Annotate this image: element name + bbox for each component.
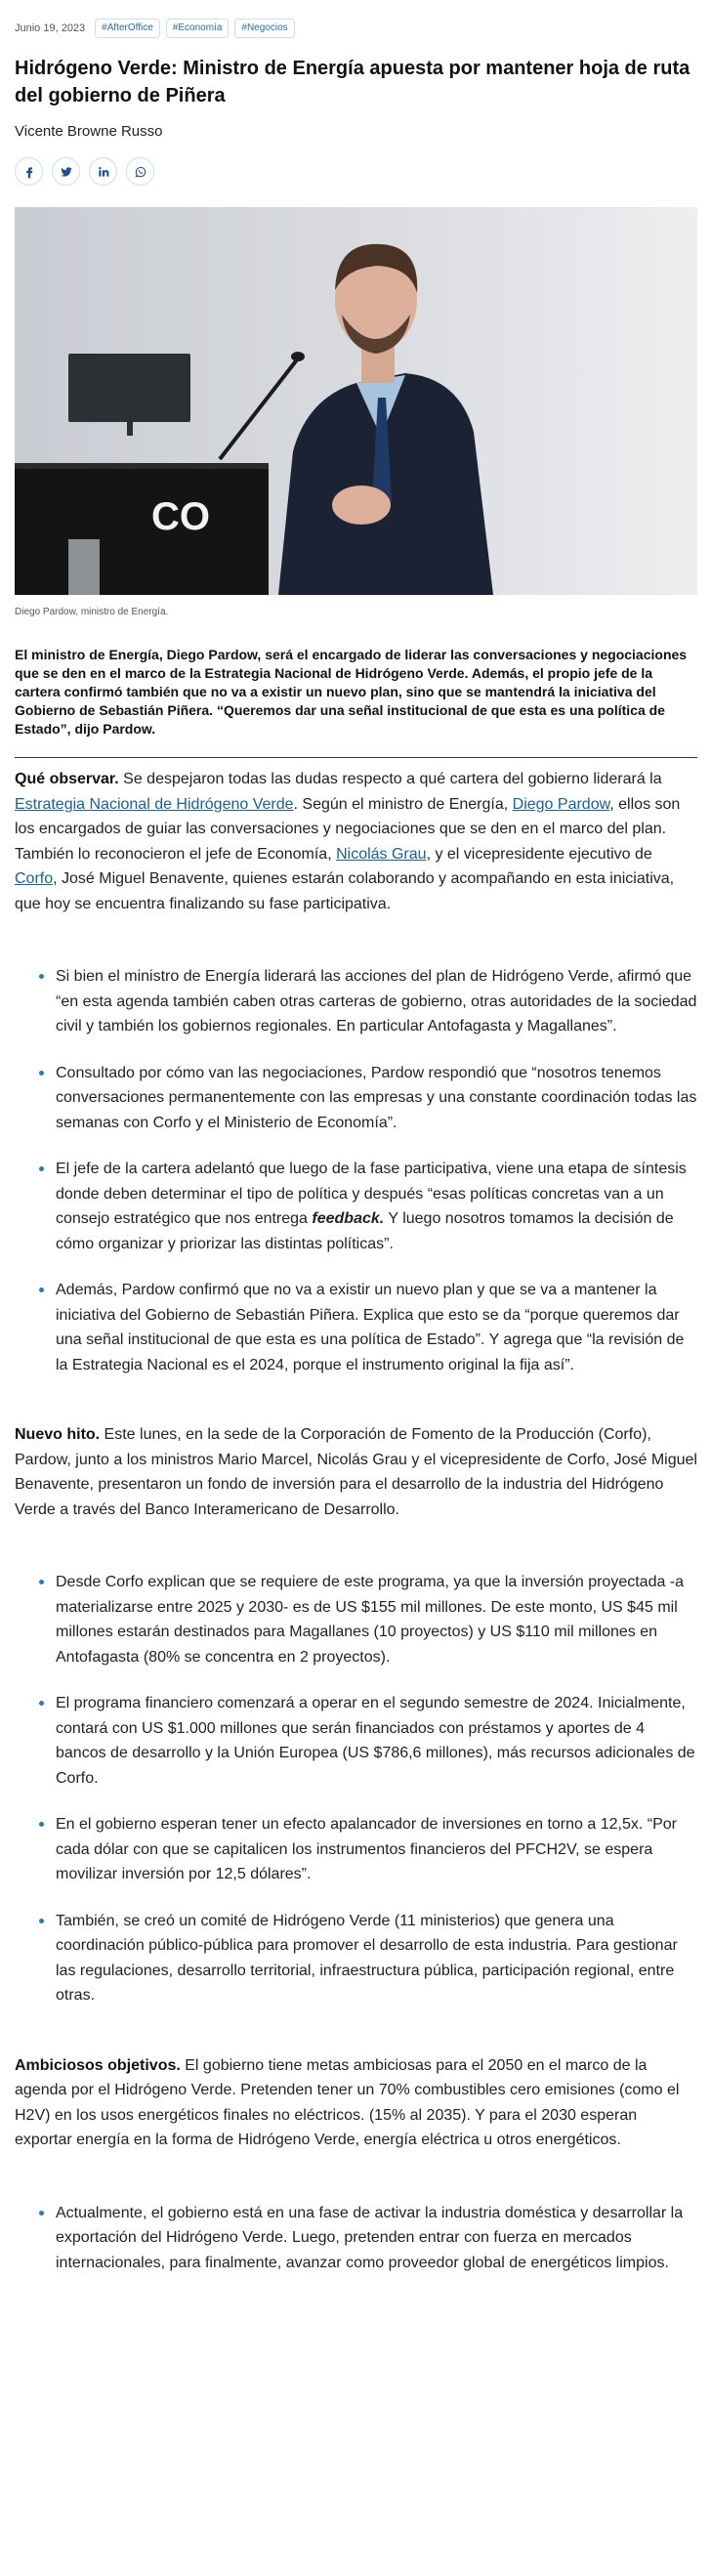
link-nicolas-grau[interactable]: Nicolás Grau (336, 845, 427, 863)
list-item-text: Y luego nosotros tomamos la decisión de cómo organizar y priorizar las distintas políticas”. (56, 1210, 674, 1252)
article-author[interactable]: Vicente Browne Russo (15, 123, 163, 140)
paragraph-text: Se despejaron todas las dudas respecto a qué cartera del gobierno liderará la (118, 771, 662, 787)
tag-negocios[interactable]: #Negocios (234, 19, 294, 38)
list-item-emphasis: feedback. (312, 1210, 385, 1227)
lectern-sign-text: CO (151, 495, 210, 538)
share-buttons (15, 157, 697, 186)
list-item: En el gobierno esperan tener un efecto apalancador de inversiones en torno a 12,5x. “Por cada dólar con que se capitalicen los instrumentos financieros del PFCH2V, se espera movilizar inversión por 12,5 dólares”. (39, 1812, 697, 1887)
paragraph-text: , y el vicepresidente ejecutivo de (426, 845, 652, 863)
link-estrategia-nacional[interactable]: Estrategia Nacional de Hidrógeno Verde (15, 795, 294, 813)
article-lede: El ministro de Energía, Diego Pardow, será el encargado de liderar las conversaciones y negociaciones que se den en el marco de la Estrategia Nacional de Hidrógeno Verde. Además, el propio jefe de la cartera confirmó también que no va a existir un nuevo plan, sino que se mantendrá la iniciativa del Gobierno de Sebastián Piñera. “Queremos dar una señal institucional de que esta es una política de Estado”, dijo Pardow. (15, 647, 688, 737)
list-item: También, se creó un comité de Hidrógeno Verde (11 ministerios) que genera una coordinación público-pública para promover el desarrollo de esta industria. Para gestionar las regulaciones, desarrollo territorial, infraestructura pública, participación regional, entre otras. (39, 1909, 697, 2008)
share-whatsapp-button[interactable] (126, 157, 154, 186)
share-linkedin-button[interactable] (89, 157, 117, 186)
section-lead: Ambiciosos objetivos. (15, 2056, 181, 2074)
publish-date: Junio 19, 2023 (15, 22, 86, 34)
article-photo (15, 207, 697, 595)
twitter-icon (60, 165, 73, 179)
tag-afteroffice[interactable]: #AfterOffice (95, 19, 160, 38)
linkedin-icon (97, 165, 110, 179)
paragraph-text: Este lunes, en la sede de la Corporación de Fomento de la Producción (Corfo), Pardow, junto a los ministros Mario Marcel, Nicolás Grau y el vicepresidente de Corfo, José Miguel Benavente, presentaron un fondo de inversión para el desarrollo de la industria del Hidrógeno Verde a través del Banco Interamericano de Desarrollo. (15, 1426, 697, 1518)
paragraph-text: , ellos son los encargados de guiar las conversaciones y negociaciones que se den en el marco del plan. También lo reconocieron el jefe de Economía, (15, 795, 681, 863)
share-facebook-button[interactable] (15, 157, 43, 186)
list-item: Además, Pardow confirmó que no va a existir un nuevo plan y que se va a mantener la iniciativa del Gobierno de Sebastián Piñera. Explica que esto se da “porque queremos dar una señal institucional de que esta es una política de Estado”. Y agrega que “la revisión de la Estrategia Nacional es el 2024, porque el instrumento original la fija así”. (39, 1278, 697, 1377)
list-item (39, 1157, 697, 1256)
bullet-list-2 (15, 1570, 697, 2008)
paragraph-text: , José Miguel Benavente, quienes estarán colaborando y acompañando en esta iniciativa, que hoy se encuentra finalizando su fase participativa. (15, 870, 675, 912)
section-que-observar (15, 767, 697, 916)
list-item: Si bien el ministro de Energía liderará las acciones del plan de Hidrógeno Verde, afirmó que “en esta agenda también caben otras carteras de gobierno, otras autoridades de la sociedad civil y también los gobiernos regionales. En particular Antofagasta y Magallanes”. (39, 964, 697, 1039)
facebook-icon (22, 165, 36, 179)
list-item: Desde Corfo explican que se requiere de este programa, ya que la inversión proyectada -a materializarse entre 2025 y 2030- es de US $155 mil millones. De este monto, US $45 mil millones estarán destinados para Magallanes (10 proyectos) y US $110 mil millones en Antofagasta (80% se concentra en 2 proyectos). (39, 1570, 697, 1669)
article-title: Hidrógeno Verde: Ministro de Energía apuesta por mantener hoja de ruta del gobierno de Piñera (15, 58, 690, 106)
list-item: Consultado por cómo van las negociaciones, Pardow respondió que “nosotros tenemos conversaciones permanentemente con las empresas y una constante coordinación todas las semanas con Corfo y el Ministerio de Economía”. (39, 1061, 697, 1136)
section-ambiciosos-objetivos (15, 2053, 697, 2153)
photo-caption: Diego Pardow, ministro de Energía. (15, 607, 169, 617)
link-corfo[interactable]: Corfo (15, 870, 54, 887)
list-item-text: El jefe de la cartera adelantó que luego de la fase participativa, viene una etapa de síntesis donde deben determinar el tipo de política y después “esas políticas concretas van a un consejo estratégico que nos entrega (56, 1161, 687, 1227)
paragraph-text: El gobierno tiene metas ambiciosas para el 2050 en el marco de la agenda por el Hidrógeno Verde. Pretenden tener un 70% combustibles cero emisiones (como el H2V) en los usos energéticos finales no eléctricos. (15% al 2035). Y para el 2030 esperan exportar energía en la forma de Hidrógeno Verde, energía eléctrica u otros energéticos. (15, 2056, 680, 2148)
paragraph-text: . Según el ministro de Energía, (293, 795, 513, 813)
share-twitter-button[interactable] (52, 157, 80, 186)
tag-economia[interactable]: #Economía (166, 19, 230, 38)
section-nuevo-hito (15, 1422, 697, 1522)
article-meta (15, 18, 697, 39)
section-lead: Qué observar. (15, 771, 119, 787)
link-diego-pardow[interactable]: Diego Pardow (512, 795, 610, 813)
list-item: Actualmente, el gobierno está en una fase de activar la industria doméstica y desarrollar la exportación del Hidrógeno Verde. Luego, pretenden entrar con fuerza en mercados internacionales, para finalmente, avanzar como proveedor global de energéticos limpios. (39, 2201, 697, 2276)
bullet-list-3 (15, 2201, 697, 2276)
lede-divider (15, 757, 697, 758)
section-lead: Nuevo hito. (15, 1426, 101, 1443)
list-item: El programa financiero comenzará a operar en el segundo semestre de 2024. Inicialmente, contará con US $1.000 millones que serán financiados con préstamos y aportes de 4 bancos de desarrollo y la Unión Europea (US $786,6 millones), más recursos adicionales de Corfo. (39, 1691, 697, 1791)
bullet-list-1 (15, 964, 697, 1377)
whatsapp-icon (134, 165, 147, 179)
